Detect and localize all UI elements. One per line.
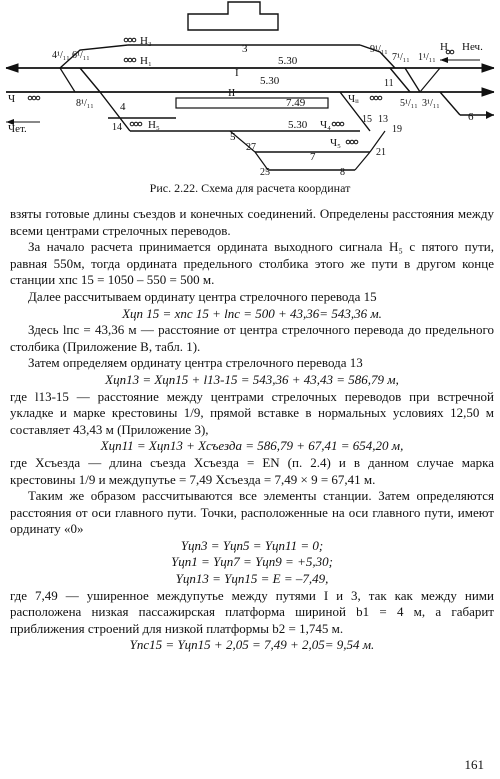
label-track-6: 6	[468, 111, 474, 123]
label-ch: Ч	[8, 93, 16, 105]
switch-11: 11	[384, 78, 394, 89]
station-diagram	[0, 0, 500, 178]
switch-27: 27	[246, 142, 256, 153]
label-h: H	[440, 41, 448, 53]
label-track-ii: II	[228, 87, 236, 99]
switch-13: 13	[378, 114, 388, 125]
paragraph: взяты готовые длины съездов и конечных соединений. Определены расстояния между всеми центрами стрелочных переводов.	[10, 206, 494, 238]
station-building	[188, 2, 278, 30]
paragraph: где 7,49 — уширенное междупутье между путями I и 3, так как между ними расположена низкая пассажирская платформа шириной b1 = 4 м, а габарит приближения строений для низкой платформы b2 = 1,745 м.	[10, 587, 494, 636]
label-track-5: 5	[230, 131, 236, 143]
label-h5: H₅	[148, 119, 160, 131]
paragraph: Таким же образом рассчитываются все элементы станции. Затем определяются расстояния от оси главного пути. Точки, расположенные на оси главного пути, имеют ординату «0»	[10, 488, 494, 537]
switch-19: 19	[392, 124, 402, 135]
label-h3: H₃	[140, 35, 152, 47]
switch-1: 1¹/₁₁	[418, 52, 436, 63]
switch-6: 6¹/₁₁	[72, 50, 90, 61]
label-ch4: Ч₄	[320, 119, 331, 131]
label-chet: Чет.	[8, 123, 27, 135]
label-ch5: Ч₅	[330, 137, 341, 149]
label-d749: 7.49	[286, 97, 306, 109]
paragraph: где Xсъезда — длина съезда Xсъезда = EN (п. 2.4) и в данном случае марка крестовины 1/9 и междупутье = 7,49 Xсъезда = 7,49 × 9 = 67,41 м.	[10, 454, 494, 487]
label-chii: Чᵢᵢ	[348, 93, 359, 105]
body-text	[10, 206, 494, 654]
equation: Xцп 15 = xпс 15 + lпс = 500 + 43,36= 543,36 м.	[122, 305, 382, 321]
equation: Yцп1 = Yцп7 = Yцп9 = +5,30;	[171, 554, 333, 570]
switch-numbers	[52, 44, 440, 178]
label-track-i: I	[235, 67, 239, 79]
label-d530b: 5.30	[260, 75, 280, 87]
paragraph: За начало расчета принимается ордината выходного сигнала H₅ с пятого пути, равная 550м, тогда ордината предельного столбика этого же пути в другом конце станции xпс 15 = 1050 – 550 = 500 м.	[10, 239, 494, 288]
equation: Xцп11 = Xцп13 + Xсъезда = 586,79 + 67,41 = 654,20 м,	[100, 438, 404, 454]
label-h1: H₁	[140, 55, 152, 67]
switch-4: 4¹/₁₁	[52, 50, 70, 61]
equation: Yцп3 = Yцп5 = Yцп11 = 0;	[180, 537, 324, 553]
figure-caption: Рис. 2.22. Схема для расчета координат	[149, 181, 351, 195]
label-d530c: 5.30	[288, 119, 308, 131]
equation: Yпс15 = Yцп15 + 2,05 = 7,49 + 2,05= 9,54 м.	[129, 637, 375, 653]
switch-5: 5¹/₁₁	[400, 98, 418, 109]
label-track-4: 4	[120, 101, 126, 113]
switch-9: 9¹/₁₁	[370, 44, 388, 55]
switch-7: 7¹/₁₁	[392, 52, 410, 63]
switch-8: 8¹/₁₁	[76, 98, 94, 109]
switch-21: 21	[376, 147, 386, 158]
page-number: 161	[464, 757, 484, 772]
switch-14: 14	[112, 122, 122, 133]
paragraph: Здесь lпс = 43,36 м — расстояние от центра стрелочного перевода до предельного столбика (Приложение В, табл. 1).	[10, 322, 494, 354]
equation: Xцп13 = Xцп15 + l13-15 = 543,36 + 43,43 = 586,79 м,	[105, 371, 399, 387]
label-track-3: 3	[242, 43, 248, 55]
paragraph: Далее рассчитываем ординату центра стрелочного перевода 15	[28, 288, 377, 304]
label-track-7: 7	[310, 151, 316, 163]
switch-3: 3¹/₁₁	[422, 98, 440, 109]
paragraph: Затем определяем ординату центра стрелочного перевода 13	[28, 355, 363, 371]
label-d530a: 5.30	[278, 55, 298, 67]
label-nech: Неч.	[462, 41, 483, 53]
paragraph: где l13-15 — расстояние между центрами стрелочных переводов при встречной укладке и марке крестовины 1/9, прямой вставке в нормальных условиях 12,50 м составляет 43,43 м (Приложение 3),	[10, 388, 494, 437]
switch-8b: 8	[340, 167, 345, 178]
switch-15: 15	[362, 114, 372, 125]
switch-25: 25	[260, 167, 270, 178]
equation: Yцп13 = Yцп15 = E = –7,49,	[175, 571, 329, 587]
